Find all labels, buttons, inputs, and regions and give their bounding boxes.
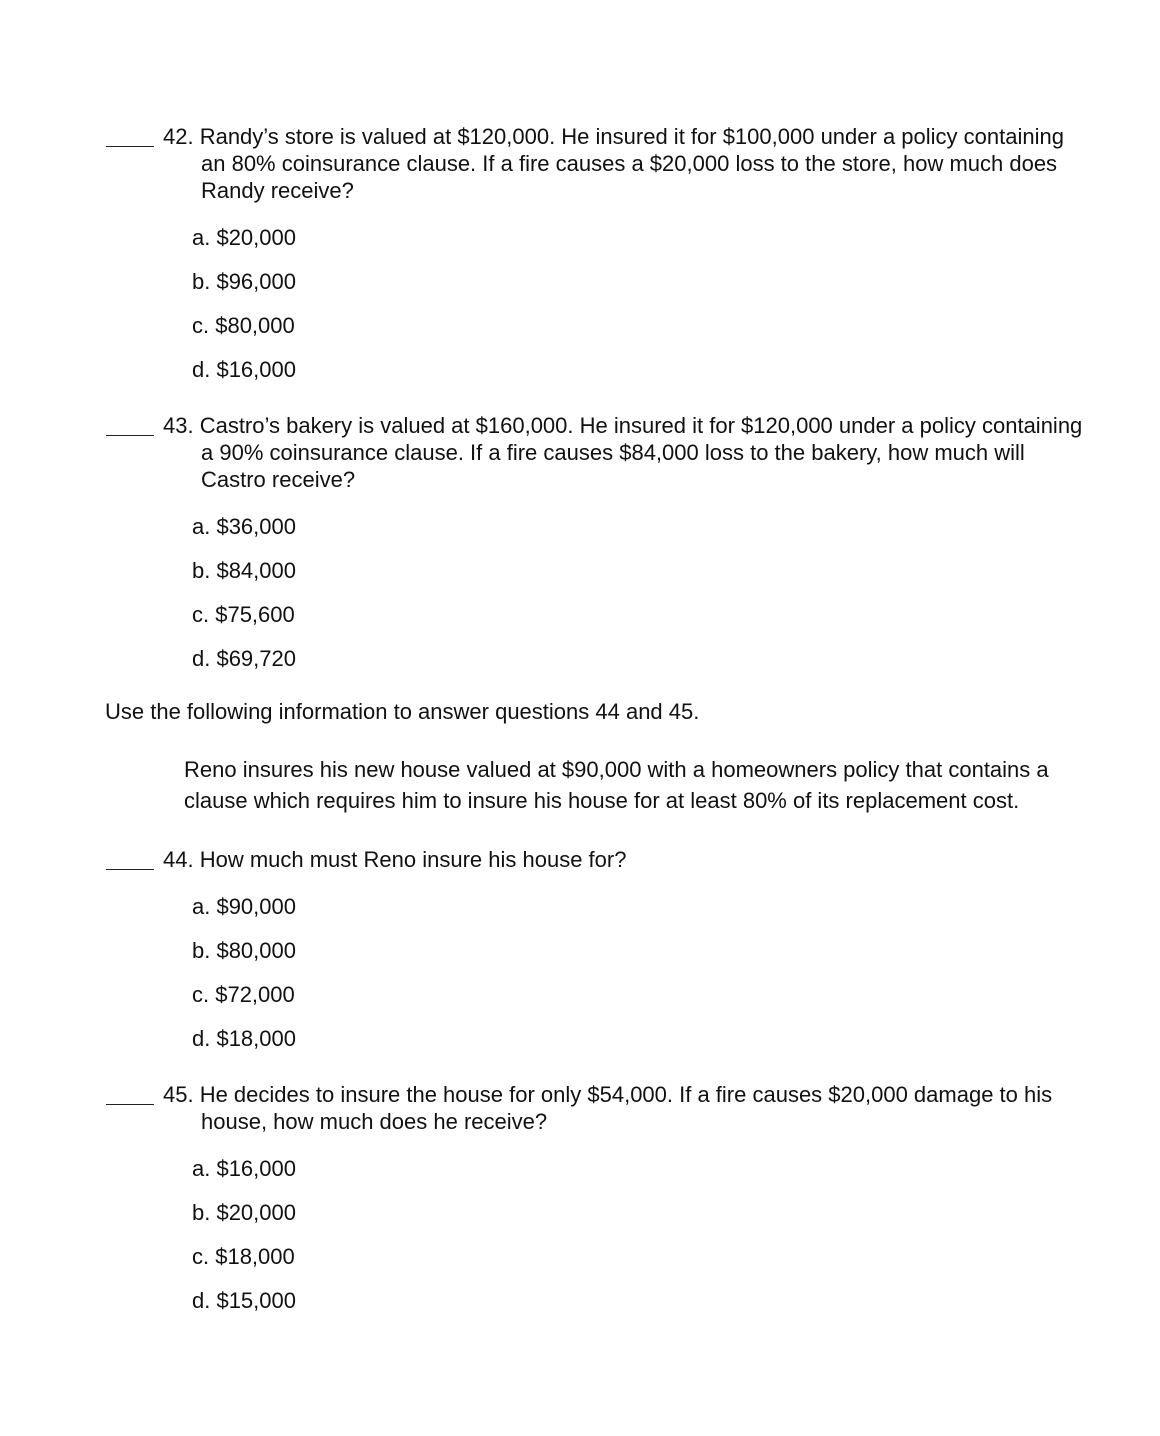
option-42-b: b. $96,000: [192, 269, 296, 294]
option-45-c: c. $18,000: [192, 1244, 295, 1269]
question-42-line-2: an 80% coinsurance clause. If a fire causes a $20,000 loss to the store, how much does: [201, 151, 1058, 176]
passage-line-1: Reno insures his new house valued at $90,000 with a homeowners policy that contains a: [184, 757, 1049, 782]
question-43-line-2: a 90% coinsurance clause. If a fire causes $84,000 loss to the bakery, how much will: [201, 440, 1025, 465]
passage-line-2: clause which requires him to insure his house for at least 80% of its replacement cost.: [184, 788, 1020, 813]
question-43-line-1: 43. Castro’s bakery is valued at $160,000. He insured it for $120,000 under a policy containing: [163, 413, 1083, 438]
option-44-d: d. $18,000: [192, 1026, 296, 1051]
option-43-a: a. $36,000: [192, 514, 296, 539]
option-45-d: d. $15,000: [192, 1288, 296, 1313]
question-45-line-1: 45. He decides to insure the house for only $54,000. If a fire causes $20,000 damage to his: [163, 1082, 1053, 1107]
option-43-b: b. $84,000: [192, 558, 296, 583]
answer-blank-44[interactable]: [106, 869, 154, 870]
option-44-b: b. $80,000: [192, 938, 296, 963]
instructions-text: Use the following information to answer questions 44 and 45.: [105, 699, 700, 724]
answer-blank-42[interactable]: [106, 146, 154, 147]
question-45-line-2: house, how much does he receive?: [201, 1109, 548, 1134]
option-45-b: b. $20,000: [192, 1200, 296, 1225]
option-45-a: a. $16,000: [192, 1156, 296, 1181]
question-42-line-1: 42. Randy’s store is valued at $120,000. He insured it for $100,000 under a policy containing: [163, 124, 1064, 149]
option-43-d: d. $69,720: [192, 646, 296, 671]
option-42-d: d. $16,000: [192, 357, 296, 382]
answer-blank-45[interactable]: [106, 1104, 154, 1105]
option-43-c: c. $75,600: [192, 602, 295, 627]
option-44-c: c. $72,000: [192, 982, 295, 1007]
question-43-line-3: Castro receive?: [201, 467, 356, 492]
question-42-line-3: Randy receive?: [201, 178, 354, 203]
option-42-c: c. $80,000: [192, 313, 295, 338]
question-44-line-1: 44. How much must Reno insure his house for?: [163, 847, 627, 872]
option-42-a: a. $20,000: [192, 225, 296, 250]
answer-blank-43[interactable]: [106, 435, 154, 436]
option-44-a: a. $90,000: [192, 894, 296, 919]
